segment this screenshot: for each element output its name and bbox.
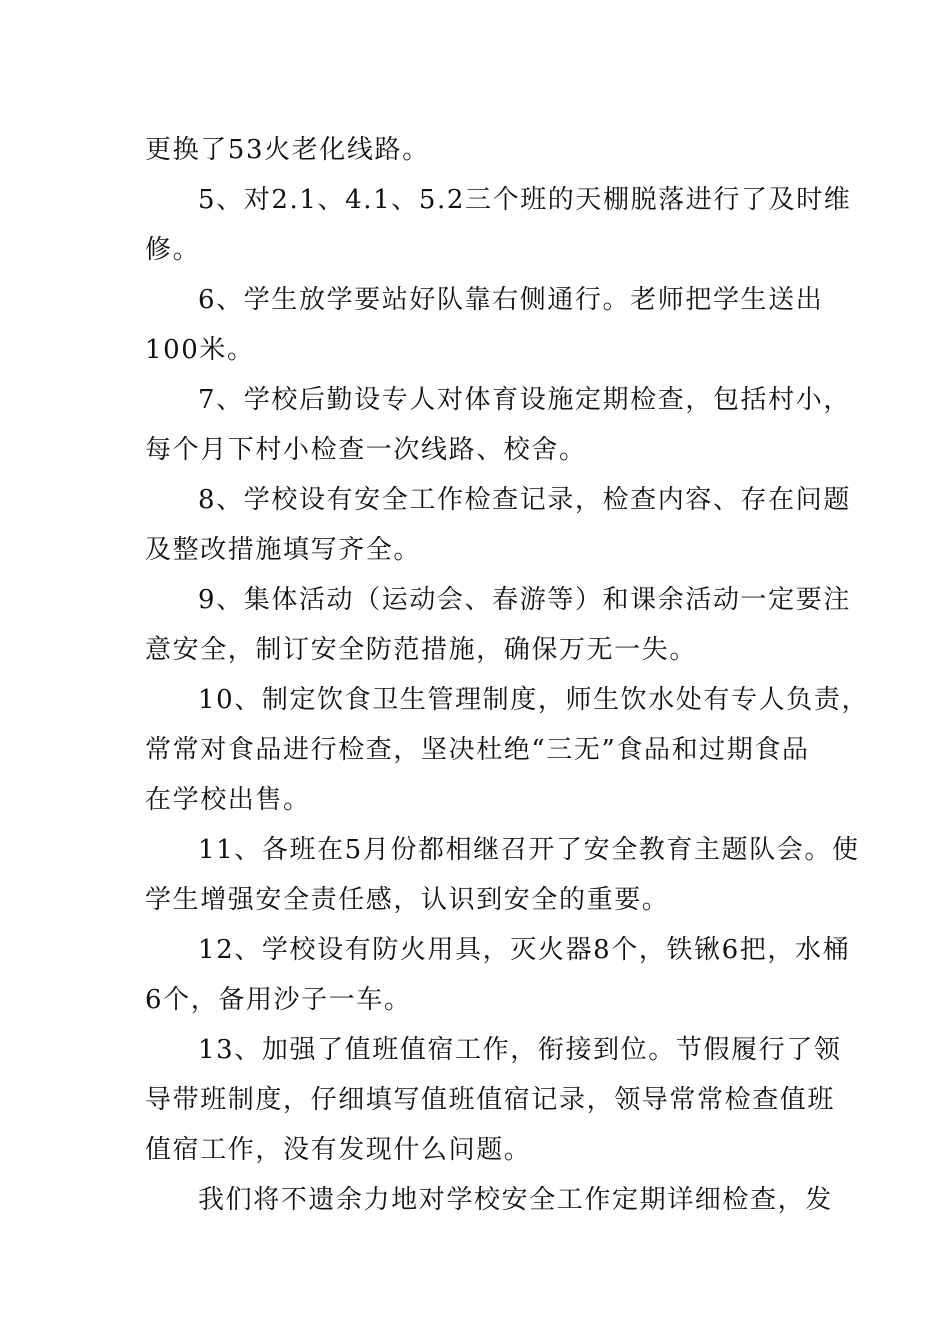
text-line: 9、集体活动（运动会、春游等）和课余活动一定要注 — [198, 585, 851, 615]
text-line: 学生增强安全责任感，认识到安全的重要。 — [145, 885, 670, 915]
text-line: 7、学校后勤设专人对体育设施定期检查，包括村小， — [198, 385, 851, 415]
text-line: 100米。 — [145, 335, 255, 365]
text-line: 值宿工作，没有发现什么问题。 — [145, 1135, 532, 1165]
text-line: 每个月下村小检查一次线路、校舍。 — [145, 435, 587, 465]
text-line: 10、制定饮食卫生管理制度，师生饮水处有专人负责， — [198, 685, 870, 715]
text-line: 意安全，制订安全防范措施，确保万无一失。 — [145, 635, 698, 665]
text-line: 更换了53火老化线路。 — [145, 135, 430, 165]
text-line: 6个，备用沙子一车。 — [145, 985, 412, 1015]
text-line: 常常对食品进行检查，坚决杜绝“三无”食品和过期食品 — [145, 735, 810, 765]
text-line: 5、对2.1、4.1、5.2三个班的天棚脱落进行了及时维 — [198, 185, 852, 215]
text-line: 及整改措施填写齐全。 — [145, 535, 422, 565]
text-line: 在学校出售。 — [145, 785, 311, 815]
text-line: 导带班制度，仔细填写值班值宿记录，领导常常检查值班 — [145, 1085, 836, 1115]
text-line: 13、加强了值班值宿工作，衔接到位。节假履行了领 — [198, 1035, 842, 1065]
text-line: 11、各班在5月份都相继召开了安全教育主题队会。使 — [198, 835, 860, 865]
text-line: 12、学校设有防火用具，灭火器8个，铁锹6把，水桶 — [198, 935, 851, 965]
text-line: 我们将不遗余力地对学校安全工作定期详细检查，发 — [198, 1185, 833, 1215]
text-line: 8、学校设有安全工作检查记录，检查内容、存在问题 — [198, 485, 851, 515]
text-line: 修。 — [145, 235, 201, 265]
text-line: 6、学生放学要站好队靠右侧通行。老师把学生送出 — [198, 285, 824, 315]
